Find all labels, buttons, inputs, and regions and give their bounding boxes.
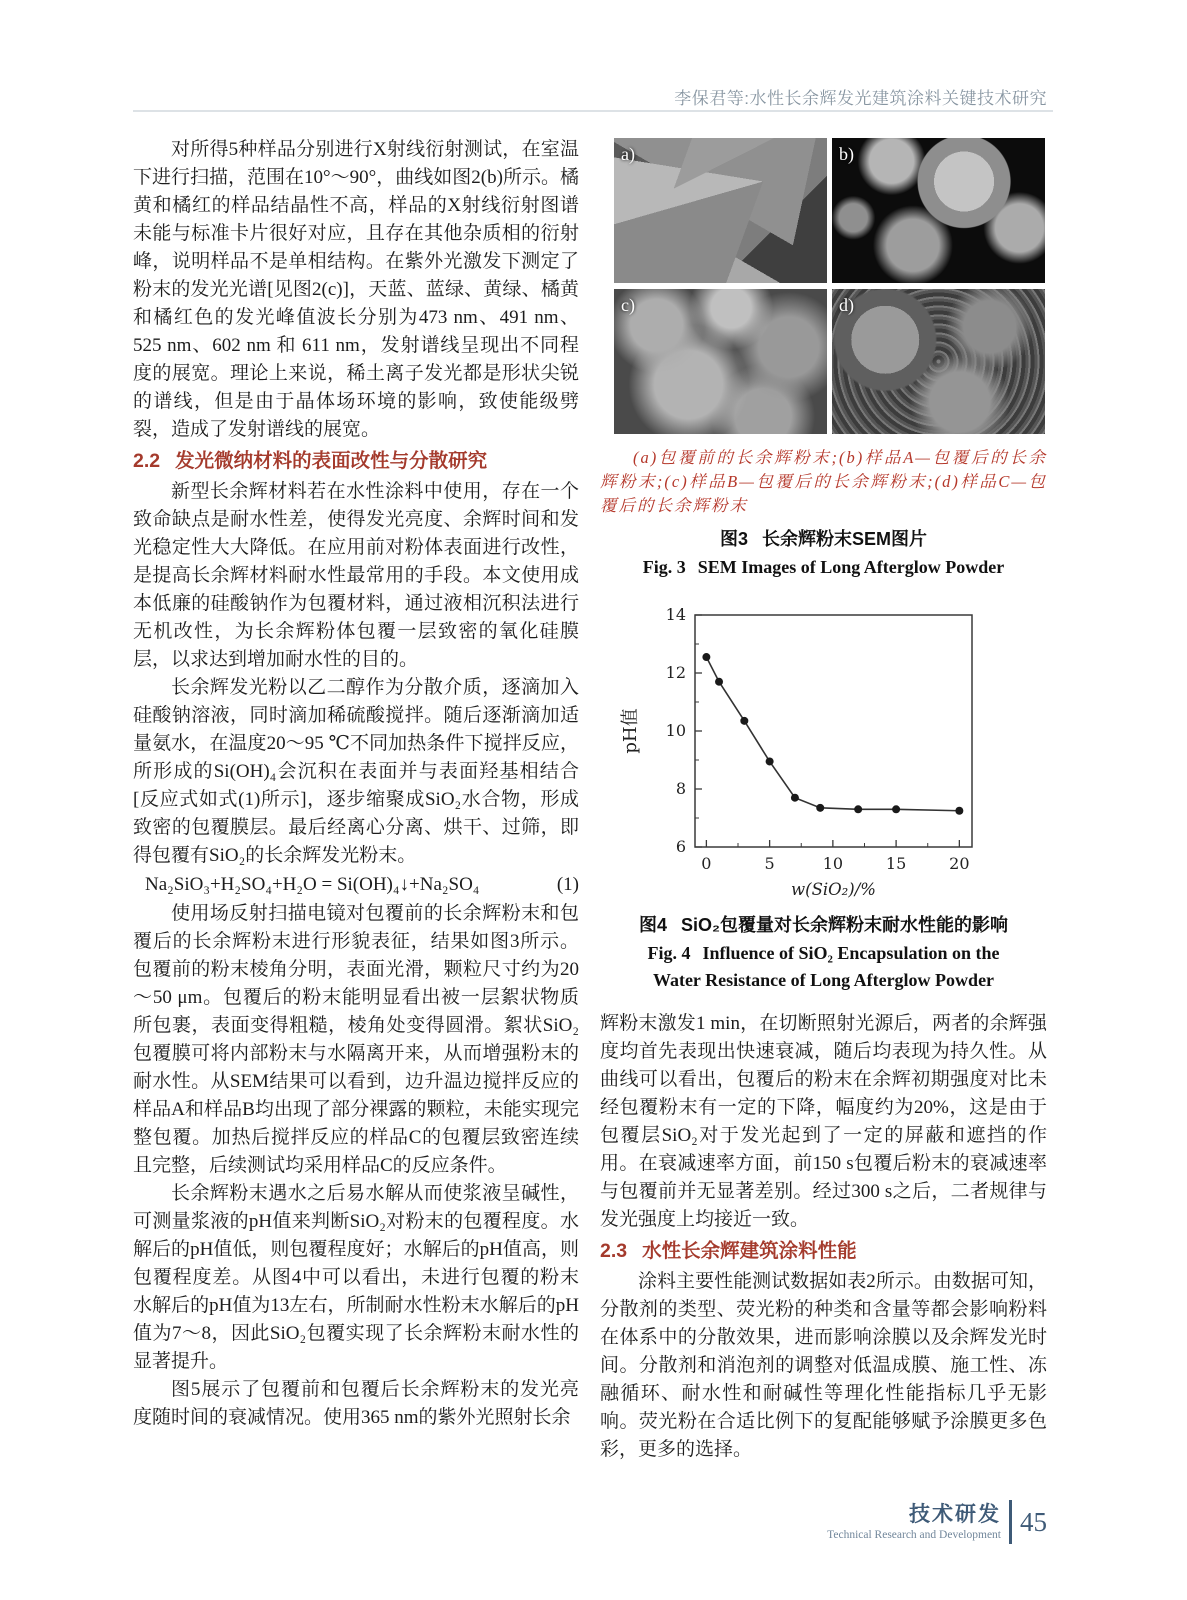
paragraph-decay-cont: 辉粉末激发1 min，在切断照射光源后，两者的余辉强度均首先表现出快速衰减，随后均表现为持久性。从曲线可以看出，包覆后的粉末在余辉初期强度对比未经包覆粉末有一定的下降，幅度约为20%，这是由于包覆层SiO₂对于发光起到了一定的屏蔽和遮挡的作用。在衰减速率方面，前150 s包覆后粉末的衰减速率与包覆前并无显著差别。经过300 s之后，二者规律与发光强度上均接近一致。	[600, 1013, 1047, 1230]
svg-text:12: 12	[665, 663, 686, 682]
panel-label-a: a)	[621, 144, 635, 164]
figure4-caption-en	[624, 940, 1024, 994]
paragraph-ph: 长余辉粉末遇水之后易水解从而使浆液呈碱性，可测量浆液的pH值来判断SiO₂对粉末的包覆程度。水解后的pH值低，则包覆程度好；水解后的pH值高，则包覆程度差。从图4中可以看出，未进行包覆的粉末水解后的pH值为13左右，所制耐水性粉末水解后的pH值为7～8，因此SiO₂包覆实现了长余辉粉末耐水性的显著提升。	[133, 1183, 579, 1372]
sem-image-d	[832, 289, 1045, 434]
panel-label-b: b)	[839, 144, 854, 164]
figure4-number-en: Fig. 4	[647, 943, 691, 963]
sem-image-b	[832, 138, 1045, 283]
figure3-sem-grid	[614, 138, 1045, 434]
left-column	[133, 136, 579, 1432]
svg-text:6: 6	[675, 837, 686, 856]
figure4-caption-cn	[600, 912, 1047, 938]
sem-image-a	[614, 138, 827, 283]
right-column	[600, 136, 1047, 1464]
equation-1	[133, 870, 579, 900]
paragraph-sem: 使用场反射扫描电镜对包覆前的长余辉粉末和包覆后的长余辉粉末进行形貌表征，结果如图3所示。包覆前的粉末棱角分明，表面光滑，颗粒尺寸约为20～50 μm。包覆后的粉末能明显看出被一层絮状物质所包裹，表面变得粗糙，棱角处变得圆滑。絮状SiO₂包覆膜可将内部粉末与水隔离开来，从而增强粉末的耐水性。从SEM结果可以看到，边升温边搅拌反应的样品A和样品B均出现了部分裸露的颗粒，未能实现完整包覆。加热后搅拌反应的样品C的包覆层致密连续且完整，后续测试均采用样品C的反应条件。	[133, 903, 579, 1176]
paragraph-coating-intro: 新型长余辉材料若在水性涂料中使用，存在一个致命缺点是耐水性差，使得发光亮度、余辉时间和发光稳定性大大降低。在应用前对粉体表面进行改性，是提高长余辉材料耐水性最常用的手段。本文使用成本低廉的硅酸钠作为包覆材料，通过液相沉积法进行无机改性，为长余辉粉体包覆一层致密的氧化硅膜层，以求达到增加耐水性的目的。	[133, 481, 579, 670]
figure4-title-en: Influence of SiO₂ Encapsulation on the Water Resistance of Long Afterglow Powder	[652, 943, 1000, 990]
figure4-number-cn: 图4	[638, 915, 667, 935]
svg-text:8: 8	[675, 779, 686, 798]
figure3-number-cn: 图3	[719, 529, 748, 549]
svg-text:14: 14	[665, 605, 686, 624]
svg-text:0: 0	[701, 854, 712, 873]
footer-divider	[1009, 1500, 1012, 1544]
footer-section-cn: 技术研发	[909, 1502, 1001, 1526]
panel-label-c: c)	[621, 295, 635, 315]
footer-section-en: Technical Research and Development	[827, 1528, 1001, 1541]
sem-image-c	[614, 289, 827, 434]
page-number: 45	[1020, 1506, 1047, 1537]
figure3-subcaption: (a)包覆前的长余辉粉末;(b)样品A—包覆后的长余辉粉末;(c)样品B—包覆后的长余辉粉末;(d)样品C—包覆后的长余辉粉末	[600, 448, 1047, 515]
figure4-title-cn: SiO₂包覆量对长余辉粉末耐水性能的影响	[681, 915, 1009, 935]
panel-label-d: d)	[839, 295, 854, 315]
page-footer	[827, 1500, 1047, 1544]
section-title: 水性长余辉建筑涂料性能	[642, 1240, 857, 1262]
svg-text:20: 20	[949, 854, 970, 873]
svg-text:10: 10	[822, 854, 844, 873]
svg-text:w(SiO₂)/%: w(SiO₂)/%	[791, 880, 876, 899]
figure3-title-cn: 长余辉粉末SEM图片	[762, 529, 928, 549]
paragraph-coating-performance: 涂料主要性能测试数据如表2所示。由数据可知，分散剂的类型、荧光粉的种类和含量等都会影响粉料在体系中的分散效果，进而影响涂膜以及余辉发光时间。分散剂和消泡剂的调整对低温成膜、施工性、冻融循环、耐水性和耐碱性等理化性能指标几乎无影响。荧光粉在合适比例下的复配能够赋予涂膜更多色彩，更多的选择。	[600, 1271, 1047, 1460]
section-number: 2.3	[600, 1240, 628, 1262]
svg-text:pH值: pH值	[620, 708, 641, 754]
figure3-caption-en	[600, 554, 1047, 581]
figure3-title-en: SEM Images of Long Afterglow Powder	[697, 557, 1005, 577]
section-number: 2.2	[133, 450, 161, 472]
equation-body: Na₂SiO₃+H₂SO₄+H₂O = Si(OH)₄↓+Na₂SO₄	[145, 874, 480, 895]
ph-line-chart	[600, 591, 1047, 901]
svg-text:15: 15	[885, 854, 907, 873]
running-head: 李保君等:水性长余辉发光建筑涂料关键技术研究	[674, 89, 1047, 108]
header-rule	[133, 110, 1053, 112]
equation-number: (1)	[556, 874, 579, 895]
paragraph-decay-start: 图5展示了包覆前和包覆后长余辉粉末的发光亮度随时间的衰减情况。使用365 nm的紫外光照射长余	[133, 1379, 579, 1428]
footer-section-name	[827, 1504, 1001, 1541]
figure3-caption-cn	[600, 526, 1047, 552]
paragraph-xrd: 对所得5种样品分别进行X射线衍射测试，在室温下进行扫描，范围在10°～90°，曲线如图2(b)所示。橘黄和橘红的样品结晶性不高，样品的X射线衍射图谱未能与标准卡片很好对应，且存在其他杂质相的衍射峰，说明样品不是单相结构。在紫外光激发下测定了粉末的发光光谱[见图2(c)]，天蓝、蓝绿、黄绿、橘黄和橘红色的发光峰值波长分别为473 nm、491 nm、525 nm、602 nm 和 611 nm，发射谱线呈现出不同程度的展宽。理论上来说，稀土离子发光都是形状尖锐的谱线，但是由于晶体场环境的影响，致使能级劈裂，造成了发射谱线的展宽。	[133, 139, 579, 440]
svg-text:5: 5	[764, 854, 775, 873]
section-title: 发光微纳材料的表面改性与分散研究	[175, 450, 488, 472]
figure3-number-en: Fig. 3	[642, 557, 686, 577]
section-heading-2-3	[600, 1237, 1047, 1265]
svg-text:10: 10	[665, 721, 686, 740]
figure4-chart-wrap	[600, 591, 1047, 910]
section-heading-2-2	[133, 447, 579, 475]
paragraph-process: 长余辉发光粉以乙二醇作为分散介质，逐滴加入硅酸钠溶液，同时滴加稀硫酸搅拌。随后逐渐滴加适量氨水，在温度20～95 ℃不同加热条件下搅拌反应，所形成的Si(OH)₄会沉积在表面并与表面羟基相结合[反应式如式(1)所示]，逐步缩聚成SiO₂水合物，形成致密的包覆膜层。最后经离心分离、烘干、过筛，即得包覆有SiO₂的长余辉发光粉末。	[133, 677, 579, 866]
